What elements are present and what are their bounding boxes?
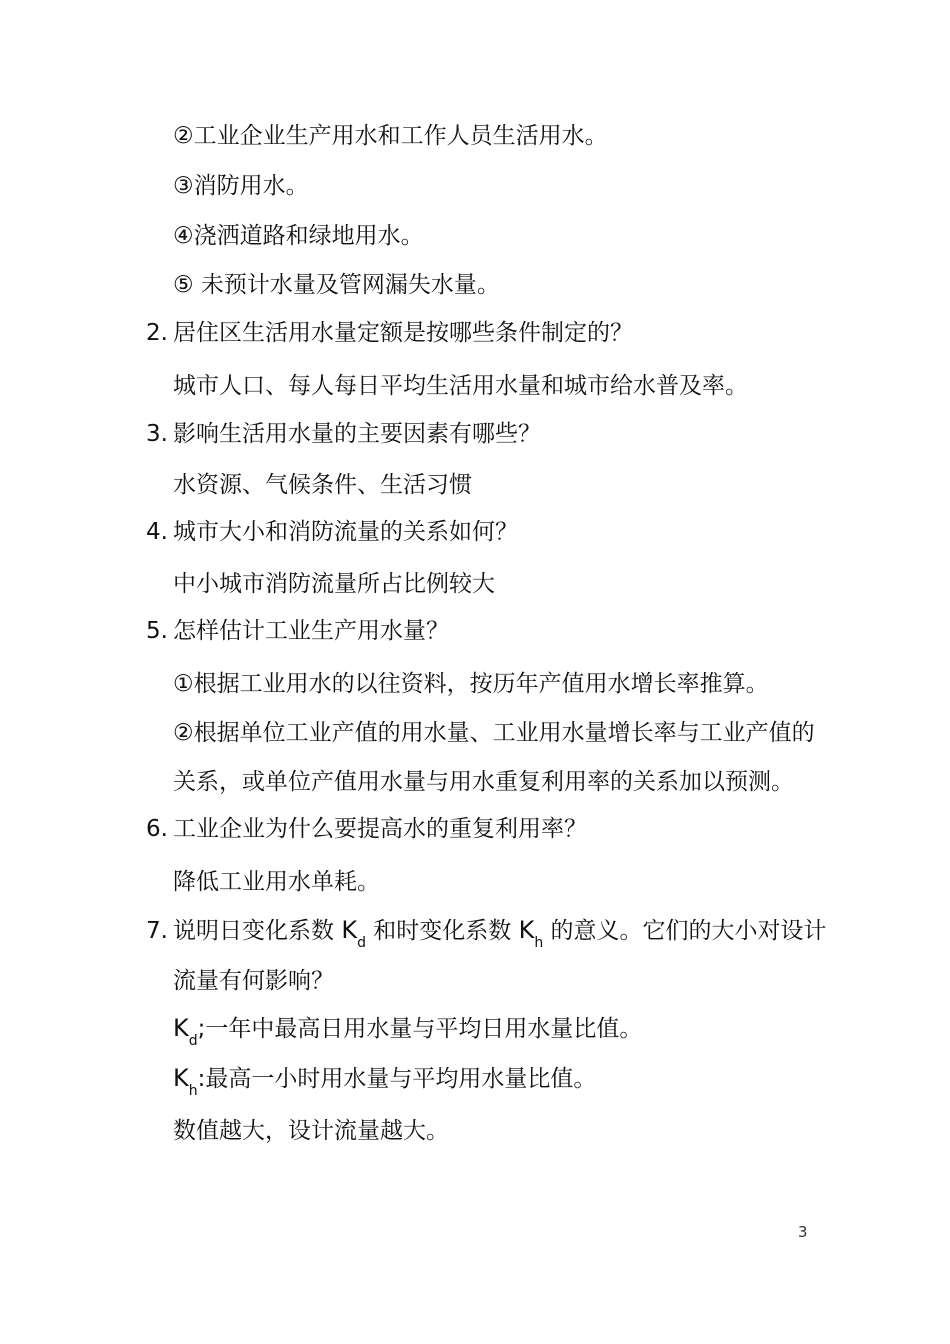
kd-symbol: K xyxy=(173,1014,189,1042)
question-text: 影响生活用水量的主要因素有哪些？ xyxy=(173,421,541,447)
answer-text: 中小城市消防流量所占比例较大 xyxy=(173,571,495,597)
question-number: 2. xyxy=(146,320,168,346)
kh-definition xyxy=(173,1064,597,1099)
question-5 xyxy=(146,620,449,643)
kh-symbol: K xyxy=(518,916,535,944)
kd-symbol: K xyxy=(341,916,358,944)
question-7 xyxy=(146,916,827,951)
kd-definition xyxy=(173,1014,643,1049)
text-line: ②工业企业生产用水和工作人员生活用水。 xyxy=(173,123,608,149)
question-number: 4. xyxy=(146,519,168,545)
question-4 xyxy=(146,521,518,544)
question-number: 6. xyxy=(146,816,168,842)
question-text: 城市大小和消防流量的关系如何？ xyxy=(173,519,518,545)
question-number: 7. xyxy=(146,918,168,944)
question-2 xyxy=(146,322,633,345)
text-line: ③消防用水。 xyxy=(173,173,309,199)
definition-text: ;一年中最高日用水量与平均日用水量比值。 xyxy=(197,1016,643,1042)
text-line: ⑤ 未预计水量及管网漏失水量。 xyxy=(173,272,500,298)
question-text: 说明日变化系数 xyxy=(173,918,342,944)
question-text: 流量有何影响？ xyxy=(173,968,334,994)
answer-text: 关系，或单位产值用水量与用水重复利用率的关系加以预测。 xyxy=(173,769,794,795)
question-text: 的意义。它们的大小对设计 xyxy=(543,918,827,944)
answer-text: 数值越大，设计流量越大。 xyxy=(173,1118,449,1144)
question-number: 5. xyxy=(146,618,168,644)
question-6 xyxy=(146,818,587,841)
definition-text: :最高一小时用水量与平均用水量比值。 xyxy=(197,1066,597,1092)
question-text: 怎样估计工业生产用水量？ xyxy=(173,618,449,644)
answer-text: 降低工业用水单耗。 xyxy=(173,869,380,895)
question-text: 居住区生活用水量定额是按哪些条件制定的？ xyxy=(173,320,633,346)
question-text: 工业企业为什么要提高水的重复利用率？ xyxy=(173,816,587,842)
kd-subscript: d xyxy=(188,1033,198,1049)
answer-text: 水资源、气候条件、生活习惯 xyxy=(173,472,472,498)
page-number: 3 xyxy=(798,1223,808,1241)
answer-text: ①根据工业用水的以往资料，按历年产值用水增长率推算。 xyxy=(173,671,769,697)
text-line: ④浇洒道路和绿地用水。 xyxy=(173,223,424,249)
kh-symbol: K xyxy=(173,1064,189,1092)
kd-subscript: d xyxy=(357,935,366,951)
question-number: 3. xyxy=(146,421,168,447)
kh-subscript: h xyxy=(534,935,544,951)
kh-subscript: h xyxy=(188,1083,198,1099)
question-text: 和时变化系数 xyxy=(365,918,519,944)
question-3 xyxy=(146,423,541,446)
answer-text: ②根据单位工业产值的用水量、工业用水量增长率与工业产值的 xyxy=(173,720,815,746)
answer-text: 城市人口、每人每日平均生活用水量和城市给水普及率。 xyxy=(173,373,748,399)
